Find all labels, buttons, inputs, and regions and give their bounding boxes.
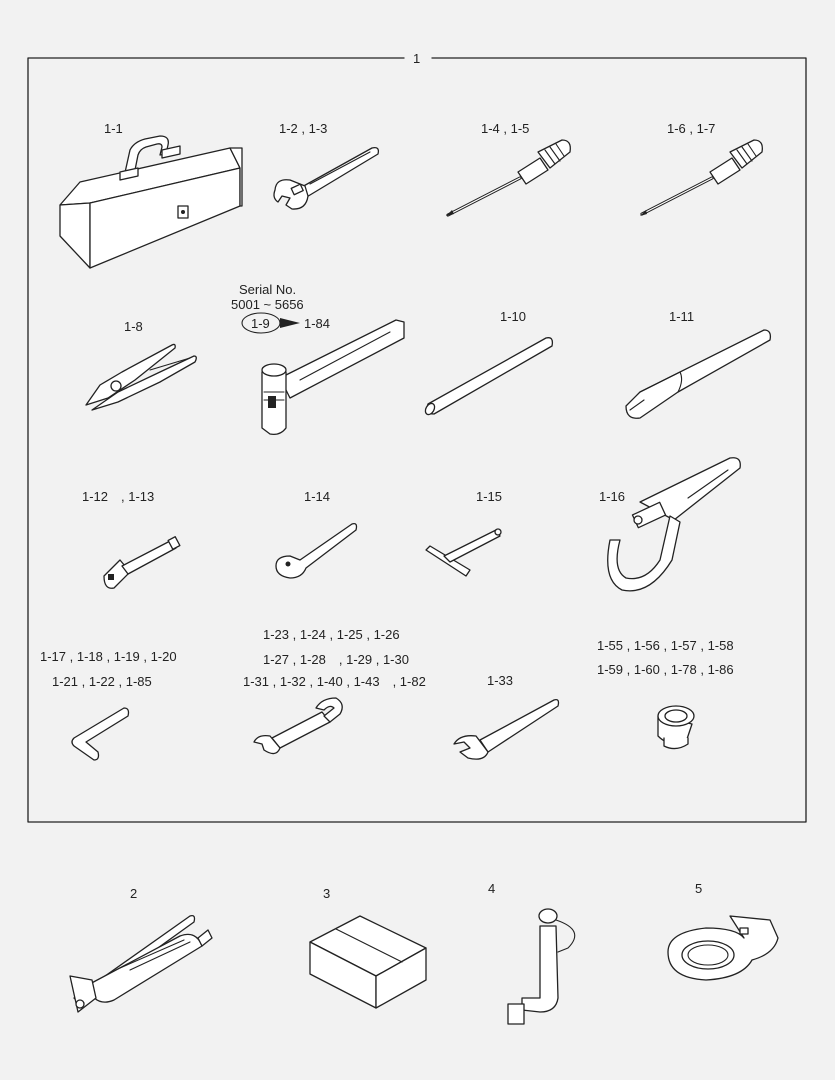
serial-heading: Serial No.: [239, 282, 297, 297]
label-pliers: 1-8: [124, 319, 143, 334]
label-flat-bar: 1-11: [669, 309, 695, 324]
filter-wrench-drawing: [608, 458, 741, 591]
label-ratchet-handle: 1-14: [304, 489, 331, 504]
label-rod: 1-10: [500, 309, 527, 324]
adjustable-wrench-drawing: [274, 148, 378, 209]
single-wrench-drawing: [454, 700, 559, 760]
label-open-wrench-line3: 1-31 , 1-32 , 1-40 , 1-43 , 1-82: [243, 674, 426, 689]
label-hex-key-line2: 1-21 , 1-22 , 1-85: [52, 674, 152, 689]
label-socket-line2: 1-59 , 1-60 , 1-78 , 1-86: [597, 662, 734, 677]
label-extension-bar: 1-12 , 1-13: [82, 489, 155, 504]
label-hammer-old: 1-9: [251, 316, 270, 331]
ring-spanner-drawing: [668, 916, 778, 980]
ratchet-handle-drawing: [276, 524, 357, 578]
flat-screwdriver-drawing: [640, 140, 762, 216]
phillips-screwdriver-drawing: [446, 140, 570, 216]
box-drawing: [310, 916, 426, 1008]
hose-drawing: [508, 909, 575, 1024]
label-open-wrench-line2: 1-27 , 1-28 , 1-29 , 1-30: [263, 652, 409, 667]
label-t-handle: 1-15: [476, 489, 503, 504]
socket-drawing: [658, 706, 694, 749]
hex-key-drawing: [72, 708, 129, 760]
pliers-drawing: [86, 344, 196, 410]
label-ring-spanner: 5: [695, 881, 703, 896]
t-handle-drawing: [426, 529, 501, 576]
label-hex-key-line1: 1-17 , 1-18 , 1-19 , 1-20: [40, 649, 177, 664]
serial-range: 5001 ~ 5656: [231, 297, 304, 312]
extension-bar-drawing: [104, 537, 180, 589]
open-end-wrench-drawing: [254, 698, 342, 754]
label-socket-line1: 1-55 , 1-56 , 1-57 , 1-58: [597, 638, 734, 653]
hammer-drawing: [262, 320, 404, 434]
rod-drawing: [424, 338, 553, 417]
label-flat-screwdriver: 1-6 , 1-7: [667, 121, 716, 136]
label-hose: 4: [488, 881, 496, 896]
label-box: 3: [323, 886, 331, 901]
toolbox-drawing: [60, 136, 242, 268]
label-adjustable-wrench: 1-2 , 1-3: [279, 121, 328, 136]
flat-bar-drawing: [626, 330, 770, 418]
label-filter-wrench: 1-16: [599, 489, 626, 504]
label-toolbox: 1-1: [104, 121, 123, 136]
label-phillips-screwdriver: 1-4 , 1-5: [481, 121, 530, 136]
grease-gun-drawing: [70, 916, 212, 1012]
label-single-wrench: 1-33: [487, 673, 514, 688]
label-hammer-new: 1-84: [304, 316, 331, 331]
kit-number-label: 1: [413, 51, 421, 66]
label-open-wrench-line1: 1-23 , 1-24 , 1-25 , 1-26: [263, 627, 400, 642]
label-grease-gun: 2: [130, 886, 138, 901]
